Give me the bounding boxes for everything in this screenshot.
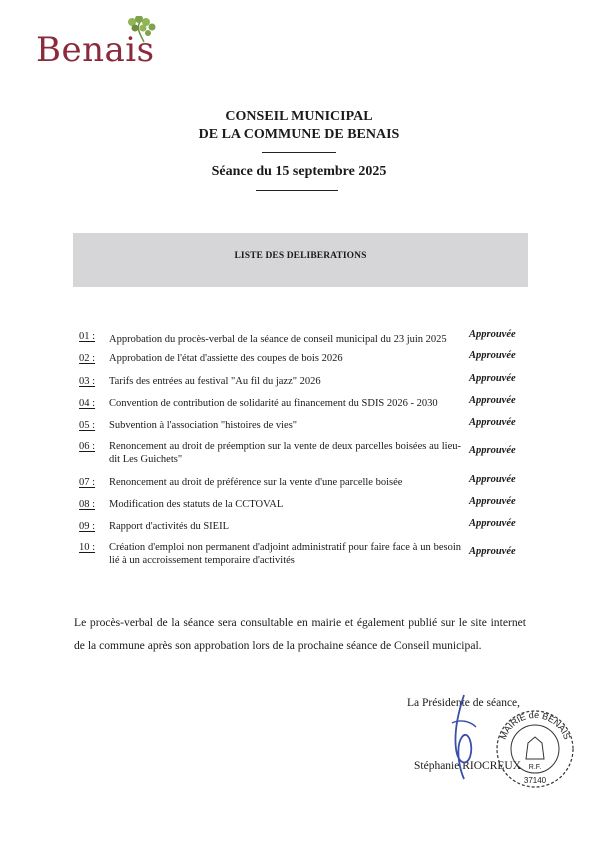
item-status: Approuvée (469, 518, 516, 529)
item-status: Approuvée (469, 445, 516, 456)
mairie-stamp-icon (494, 707, 576, 789)
item-status: Approuvée (469, 474, 516, 485)
commune-logo (36, 16, 176, 72)
stamp-mid-text: R.F. (528, 764, 542, 771)
item-number: 05 : (79, 420, 96, 431)
session-date: Séance du 15 septembre 2025 (211, 164, 387, 179)
item-text: Modification des statuts de la CCTOVAL (109, 499, 284, 510)
item-number: 03 : (79, 376, 96, 387)
logo-wordmark: Benais (36, 30, 155, 70)
minutes-notice: Le procès-verbal de la séance sera consultable en mairie et également publié sur le site internet de la commune après son approbation lors de la prochaine séance de Conseil municipal. (74, 616, 526, 652)
item-text: Création d'emploi non permanent d'adjoint administratif pour faire face à un besoin lié à un accroissement temporaire d'activités (109, 542, 461, 566)
item-status: Approuvée (469, 417, 516, 428)
item-number: 08 : (79, 499, 96, 510)
item-number: 07 : (79, 477, 96, 488)
signatory-name: Stéphanie RIOCREUX (414, 760, 522, 772)
item-status: Approuvée (469, 329, 516, 340)
session-divider (256, 190, 338, 191)
item-number: 06 : (79, 441, 96, 452)
stamp-top-text: MAIRIE de BENAIS (497, 709, 573, 741)
item-number: 02 : (79, 353, 96, 364)
item-text: Tarifs des entrées au festival "Au fil du jazz" 2026 (109, 376, 321, 387)
item-text: Convention de contribution de solidarité au financement du SDIS 2026 - 2030 (109, 398, 438, 409)
deliberations-heading: LISTE DES DELIBERATIONS (234, 251, 367, 261)
item-number: 01 : (79, 331, 96, 342)
item-number: 04 : (79, 398, 96, 409)
council-title: CONSEIL MUNICIPAL (225, 109, 373, 124)
item-number: 10 : (79, 542, 96, 553)
item-status: Approuvée (469, 350, 516, 361)
item-status: Approuvée (469, 546, 516, 557)
item-status: Approuvée (469, 496, 516, 507)
item-text: Approbation de l'état d'assiette des coupes de bois 2026 (109, 353, 343, 364)
item-text: Subvention à l'association "histoires de vies" (109, 420, 298, 431)
item-status: Approuvée (469, 373, 516, 384)
commune-title: DE LA COMMUNE DE BENAIS (198, 127, 400, 142)
item-number: 09 : (79, 521, 96, 532)
stamp-postcode: 37140 (523, 776, 547, 785)
signatory-role: La Présidente de séance, (407, 697, 521, 709)
item-status: Approuvée (469, 395, 516, 406)
item-text: Approbation du procès-verbal de la séance de conseil municipal du 23 juin 2025 (109, 334, 447, 345)
item-text: Renoncement au droit de préemption sur la vente de deux parcelles boisées au lieu-dit Les Guichets" (109, 441, 461, 465)
handwritten-signature-icon (444, 693, 484, 783)
item-text: Rapport d'activités du SIEIL (109, 521, 229, 532)
deliberations-header-band (73, 233, 528, 287)
title-divider (262, 152, 336, 153)
item-text: Renoncement au droit de préférence sur la vente d'une parcelle boisée (109, 477, 403, 488)
